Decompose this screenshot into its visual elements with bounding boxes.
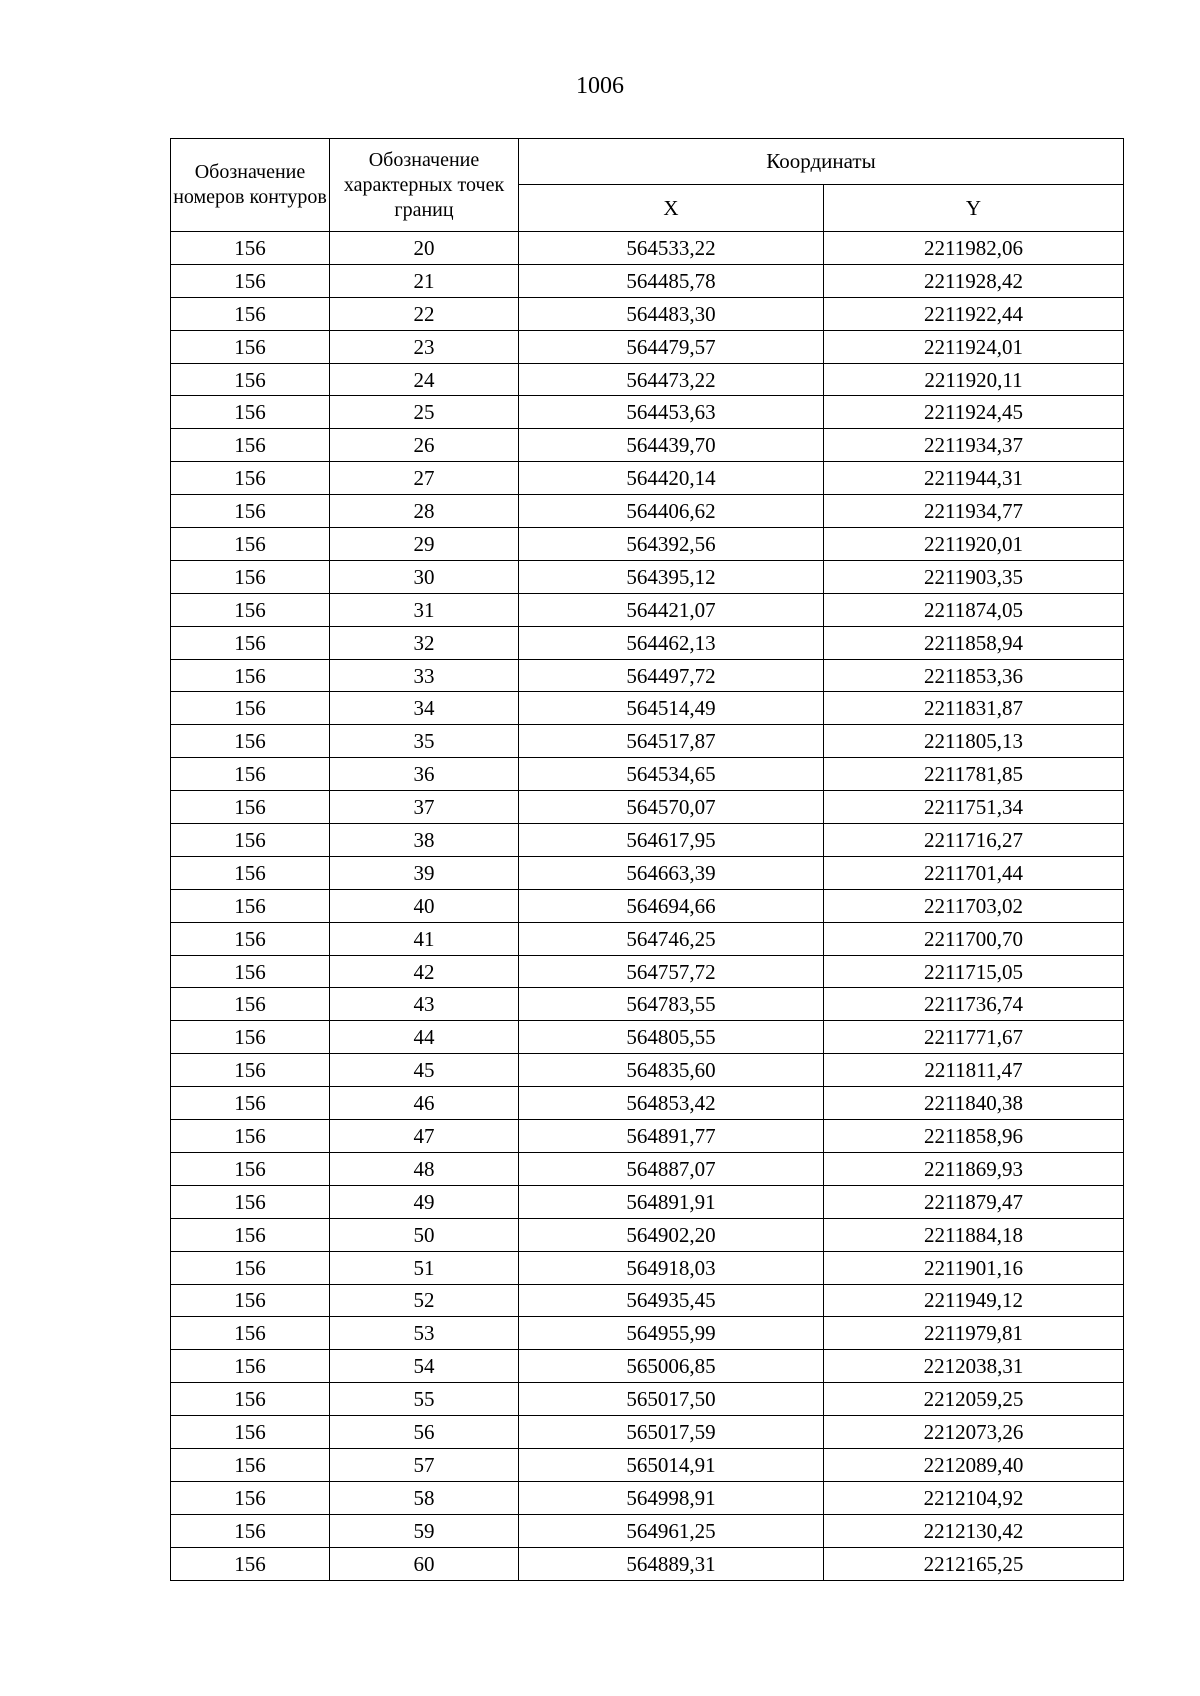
cell-y: 2211874,05	[824, 593, 1124, 626]
cell-y: 2212059,25	[824, 1383, 1124, 1416]
cell-y: 2211771,67	[824, 1021, 1124, 1054]
cell-point: 33	[330, 659, 519, 692]
cell-point: 41	[330, 922, 519, 955]
cell-y: 2212038,31	[824, 1350, 1124, 1383]
cell-contour: 156	[171, 495, 330, 528]
cell-contour: 156	[171, 462, 330, 495]
cell-contour: 156	[171, 626, 330, 659]
cell-point: 34	[330, 692, 519, 725]
table-row	[171, 232, 1124, 265]
cell-y: 2211805,13	[824, 725, 1124, 758]
cell-x: 564891,77	[519, 1120, 824, 1153]
cell-x: 564935,45	[519, 1284, 824, 1317]
cell-x: 564783,55	[519, 988, 824, 1021]
cell-x: 564835,60	[519, 1054, 824, 1087]
cell-point: 50	[330, 1218, 519, 1251]
table-row	[171, 330, 1124, 363]
cell-y: 2212130,42	[824, 1514, 1124, 1547]
cell-x: 564891,91	[519, 1185, 824, 1218]
cell-point: 57	[330, 1448, 519, 1481]
cell-x: 564918,03	[519, 1251, 824, 1284]
cell-contour: 156	[171, 1087, 330, 1120]
cell-x: 564746,25	[519, 922, 824, 955]
cell-y: 2211716,27	[824, 824, 1124, 857]
cell-y: 2211934,37	[824, 429, 1124, 462]
cell-contour: 156	[171, 528, 330, 561]
cell-y: 2211949,12	[824, 1284, 1124, 1317]
cell-y: 2211903,35	[824, 560, 1124, 593]
header-point: Обозначение характерных точек границ	[330, 139, 519, 232]
cell-contour: 156	[171, 429, 330, 462]
cell-x: 564485,78	[519, 264, 824, 297]
cell-point: 51	[330, 1251, 519, 1284]
cell-x: 564395,12	[519, 560, 824, 593]
cell-y: 2211934,77	[824, 495, 1124, 528]
cell-y: 2211924,01	[824, 330, 1124, 363]
cell-contour: 156	[171, 1317, 330, 1350]
cell-x: 564517,87	[519, 725, 824, 758]
table-row	[171, 1021, 1124, 1054]
cell-y: 2212165,25	[824, 1547, 1124, 1580]
cell-y: 2211853,36	[824, 659, 1124, 692]
cell-point: 60	[330, 1547, 519, 1580]
cell-point: 28	[330, 495, 519, 528]
cell-y: 2211869,93	[824, 1152, 1124, 1185]
cell-x: 564534,65	[519, 758, 824, 791]
cell-x: 564406,62	[519, 495, 824, 528]
cell-x: 564694,66	[519, 889, 824, 922]
table-header	[171, 139, 1124, 232]
cell-y: 2211831,87	[824, 692, 1124, 725]
cell-y: 2211979,81	[824, 1317, 1124, 1350]
cell-y: 2211840,38	[824, 1087, 1124, 1120]
cell-x: 564497,72	[519, 659, 824, 692]
cell-point: 42	[330, 955, 519, 988]
table-row	[171, 429, 1124, 462]
cell-contour: 156	[171, 758, 330, 791]
cell-y: 2211928,42	[824, 264, 1124, 297]
cell-contour: 156	[171, 560, 330, 593]
table-row	[171, 1185, 1124, 1218]
cell-point: 20	[330, 232, 519, 265]
cell-contour: 156	[171, 363, 330, 396]
cell-y: 2211944,31	[824, 462, 1124, 495]
table-row	[171, 1120, 1124, 1153]
cell-x: 564961,25	[519, 1514, 824, 1547]
cell-y: 2211811,47	[824, 1054, 1124, 1087]
cell-x: 564889,31	[519, 1547, 824, 1580]
cell-contour: 156	[171, 1054, 330, 1087]
table-row	[171, 1087, 1124, 1120]
cell-point: 31	[330, 593, 519, 626]
table-row	[171, 824, 1124, 857]
cell-point: 44	[330, 1021, 519, 1054]
cell-y: 2211858,94	[824, 626, 1124, 659]
cell-point: 55	[330, 1383, 519, 1416]
cell-point: 23	[330, 330, 519, 363]
cell-point: 56	[330, 1416, 519, 1449]
table-row	[171, 856, 1124, 889]
cell-contour: 156	[171, 1416, 330, 1449]
table-row	[171, 626, 1124, 659]
cell-x: 564483,30	[519, 297, 824, 330]
table-row	[171, 659, 1124, 692]
cell-point: 30	[330, 560, 519, 593]
cell-point: 49	[330, 1185, 519, 1218]
table-row	[171, 1448, 1124, 1481]
cell-x: 564421,07	[519, 593, 824, 626]
cell-contour: 156	[171, 889, 330, 922]
cell-point: 39	[330, 856, 519, 889]
table-row	[171, 889, 1124, 922]
cell-contour: 156	[171, 824, 330, 857]
cell-x: 564663,39	[519, 856, 824, 889]
table-row	[171, 396, 1124, 429]
cell-point: 53	[330, 1317, 519, 1350]
cell-point: 59	[330, 1514, 519, 1547]
cell-y: 2211703,02	[824, 889, 1124, 922]
cell-x: 564479,57	[519, 330, 824, 363]
cell-x: 564473,22	[519, 363, 824, 396]
table-row	[171, 462, 1124, 495]
cell-x: 564902,20	[519, 1218, 824, 1251]
cell-x: 564533,22	[519, 232, 824, 265]
table-row	[171, 1218, 1124, 1251]
cell-point: 38	[330, 824, 519, 857]
table-row	[171, 1416, 1124, 1449]
cell-contour: 156	[171, 856, 330, 889]
table-row	[171, 363, 1124, 396]
cell-y: 2211920,01	[824, 528, 1124, 561]
cell-point: 36	[330, 758, 519, 791]
cell-contour: 156	[171, 1284, 330, 1317]
table-row	[171, 922, 1124, 955]
table-row	[171, 791, 1124, 824]
cell-point: 29	[330, 528, 519, 561]
table-row	[171, 1547, 1124, 1580]
cell-point: 21	[330, 264, 519, 297]
table-row	[171, 1350, 1124, 1383]
cell-y: 2212089,40	[824, 1448, 1124, 1481]
cell-contour: 156	[171, 1481, 330, 1514]
cell-y: 2211701,44	[824, 856, 1124, 889]
cell-contour: 156	[171, 330, 330, 363]
cell-x: 565006,85	[519, 1350, 824, 1383]
cell-point: 26	[330, 429, 519, 462]
cell-x: 565017,50	[519, 1383, 824, 1416]
cell-point: 37	[330, 791, 519, 824]
cell-contour: 156	[171, 1514, 330, 1547]
header-y: Y	[824, 185, 1124, 232]
cell-contour: 156	[171, 396, 330, 429]
cell-y: 2211924,45	[824, 396, 1124, 429]
table-row	[171, 955, 1124, 988]
header-x: X	[519, 185, 824, 232]
cell-x: 564887,07	[519, 1152, 824, 1185]
cell-x: 564392,56	[519, 528, 824, 561]
cell-contour: 156	[171, 1448, 330, 1481]
cell-y: 2211700,70	[824, 922, 1124, 955]
cell-point: 35	[330, 725, 519, 758]
cell-point: 40	[330, 889, 519, 922]
table-row	[171, 528, 1124, 561]
cell-x: 564420,14	[519, 462, 824, 495]
cell-contour: 156	[171, 955, 330, 988]
cell-y: 2212073,26	[824, 1416, 1124, 1449]
table-row	[171, 297, 1124, 330]
cell-contour: 156	[171, 659, 330, 692]
cell-contour: 156	[171, 1120, 330, 1153]
cell-x: 565017,59	[519, 1416, 824, 1449]
cell-x: 564514,49	[519, 692, 824, 725]
cell-y: 2211982,06	[824, 232, 1124, 265]
cell-contour: 156	[171, 1350, 330, 1383]
cell-point: 22	[330, 297, 519, 330]
cell-contour: 156	[171, 1251, 330, 1284]
cell-point: 43	[330, 988, 519, 1021]
cell-y: 2211879,47	[824, 1185, 1124, 1218]
cell-x: 564853,42	[519, 1087, 824, 1120]
cell-point: 47	[330, 1120, 519, 1153]
cell-y: 2211781,85	[824, 758, 1124, 791]
cell-x: 565014,91	[519, 1448, 824, 1481]
coordinates-table	[170, 138, 1124, 1581]
cell-point: 45	[330, 1054, 519, 1087]
cell-x: 564439,70	[519, 429, 824, 462]
cell-point: 25	[330, 396, 519, 429]
cell-point: 24	[330, 363, 519, 396]
table-row	[171, 1251, 1124, 1284]
cell-point: 48	[330, 1152, 519, 1185]
cell-contour: 156	[171, 1547, 330, 1580]
table-row	[171, 1317, 1124, 1350]
cell-y: 2211715,05	[824, 955, 1124, 988]
cell-x: 564462,13	[519, 626, 824, 659]
table-row	[171, 593, 1124, 626]
table-row	[171, 1284, 1124, 1317]
cell-point: 52	[330, 1284, 519, 1317]
cell-contour: 156	[171, 692, 330, 725]
cell-x: 564570,07	[519, 791, 824, 824]
page-number: 1006	[576, 73, 624, 99]
cell-y: 2211920,11	[824, 363, 1124, 396]
cell-contour: 156	[171, 1185, 330, 1218]
cell-y: 2211901,16	[824, 1251, 1124, 1284]
cell-y: 2211922,44	[824, 297, 1124, 330]
cell-contour: 156	[171, 1218, 330, 1251]
cell-contour: 156	[171, 1152, 330, 1185]
cell-contour: 156	[171, 988, 330, 1021]
table-row	[171, 560, 1124, 593]
table-row	[171, 1383, 1124, 1416]
cell-contour: 156	[171, 791, 330, 824]
cell-point: 27	[330, 462, 519, 495]
table-row	[171, 725, 1124, 758]
table-body	[171, 232, 1124, 1581]
cell-x: 564453,63	[519, 396, 824, 429]
cell-point: 58	[330, 1481, 519, 1514]
cell-point: 54	[330, 1350, 519, 1383]
cell-y: 2211736,74	[824, 988, 1124, 1021]
cell-x: 564805,55	[519, 1021, 824, 1054]
cell-x: 564617,95	[519, 824, 824, 857]
table-row	[171, 692, 1124, 725]
cell-point: 32	[330, 626, 519, 659]
cell-contour: 156	[171, 232, 330, 265]
cell-contour: 156	[171, 1383, 330, 1416]
cell-y: 2211884,18	[824, 1218, 1124, 1251]
cell-y: 2211858,96	[824, 1120, 1124, 1153]
table-row	[171, 1514, 1124, 1547]
cell-point: 46	[330, 1087, 519, 1120]
cell-y: 2211751,34	[824, 791, 1124, 824]
table-row	[171, 758, 1124, 791]
table-row	[171, 1054, 1124, 1087]
cell-contour: 156	[171, 593, 330, 626]
table-row	[171, 1152, 1124, 1185]
table-row	[171, 988, 1124, 1021]
header-coordinates: Координаты	[519, 139, 1124, 185]
cell-contour: 156	[171, 725, 330, 758]
cell-x: 564757,72	[519, 955, 824, 988]
table-row	[171, 1481, 1124, 1514]
table-row	[171, 264, 1124, 297]
cell-contour: 156	[171, 264, 330, 297]
cell-x: 564955,99	[519, 1317, 824, 1350]
cell-x: 564998,91	[519, 1481, 824, 1514]
cell-y: 2212104,92	[824, 1481, 1124, 1514]
cell-contour: 156	[171, 1021, 330, 1054]
table-row	[171, 495, 1124, 528]
header-contour: Обозначение номеров контуров	[171, 139, 330, 232]
cell-contour: 156	[171, 297, 330, 330]
cell-contour: 156	[171, 922, 330, 955]
